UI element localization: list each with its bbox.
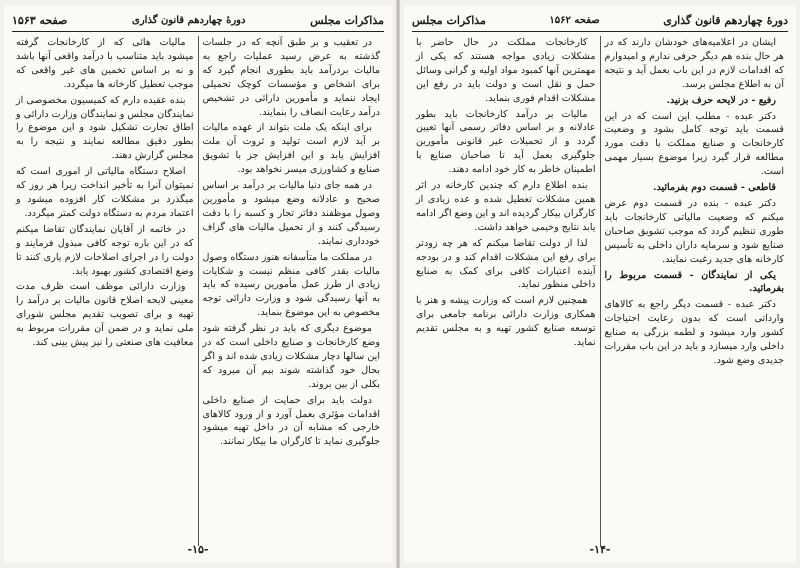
paragraph: دکتر عبده - قسمت دیگر راجع به کالاهای وارداتی است که بدون رعایت احتیاجات کشور وارد میشود و لطمه بزرگی به صنایع داخلی وارد میسازد و باید در این باب مقررات جدیدی وضع شود. xyxy=(604,299,784,366)
right-page-folio: -۱۴- xyxy=(589,543,611,556)
left-page-right-column xyxy=(199,36,385,546)
left-header-title: دورهٔ چهاردهم قانون گذاری xyxy=(132,14,246,26)
left-page-header xyxy=(12,12,384,32)
paragraph: در مملکت ما متأسفانه هنوز دستگاه وصول مالیات بقدر کافی منظم نیست و شکایات زیادی از طرز عمل مأمورین رسیده که باید به آنها رسیدگی شود و وزارت دارائی توجه مخصوص به این موضوع بنماید. xyxy=(202,251,380,319)
paragraph: مالیات هائی که از کارخانجات گرفته میشود باید متناسب با درآمد واقعی آنها باشد و نه بر اساس تخمین های غیر واقعی که موجب تعطیل کارخانه ها میگردد. xyxy=(16,37,194,90)
paragraph: در همه جای دنیا مالیات بر درآمد بر اساس صحیح و عادلانه وضع میشود و مأمورین وصول موظفند دفاتر تجار و کسبه را با دقت رسیدگی کنند و از تحمیل مالیات های گزاف خودداری نمایند. xyxy=(202,180,380,247)
paragraph: بنده اطلاع دارم که چندین کارخانه در اثر همین مشکلات تعطیل شده و عده زیادی از کارگران بیکار گردیده اند و این وضع اگر ادامه یابد نتایج وخیمی خواهد داشت. xyxy=(416,180,596,233)
left-page xyxy=(4,6,392,562)
left-header-section: مذاکرات مجلس xyxy=(310,13,384,27)
right-page-left-column xyxy=(412,36,601,546)
speaker-line: رفیع - در لایحه حرف بزنید. xyxy=(666,94,776,106)
paragraph: همچنین لازم است که وزارت پیشه و هنر با همکاری وزارت دارائی برنامه جامعی برای توسعه صنایع کشور تهیه و به مجلس تقدیم نماید. xyxy=(416,295,596,349)
left-page-left-column xyxy=(12,36,199,546)
left-header-page-number: صفحه ۱۵۶۳ xyxy=(12,13,68,27)
paragraph: لذا از دولت تقاضا میکنم که هر چه زودتر برای رفع این مشکلات اقدام کند و در بودجه آینده اعتبارات کافی برای کمک به صنایع داخلی منظور نماید. xyxy=(416,237,596,291)
paragraph: کارخانجات مملکت در حال حاضر با مشکلات زیادی مواجه هستند که یکی از مهمترین آنها کمبود مواد اولیه و گرانی وسائل حمل و نقل است و دولت باید در رفع این مشکلات اقدام فوری بنماید. xyxy=(416,37,596,104)
paragraph: موضوع دیگری که باید در نظر گرفته شود وضع کارخانجات و صنایع داخلی است که در این سالها دچار مشکلات زیادی شده اند و اگر بحال خود گذاشته شوند بیم آن میرود که بکلی از بین بروند. xyxy=(202,323,380,390)
paragraph: در خاتمه از آقایان نمایندگان تقاضا میکنم که در این باره توجه کافی مبذول فرمایند و دولت را در اجرای اصلاحات لازم یاری کنند تا وضع اقتصادی کشور بهبود یابد. xyxy=(16,223,194,277)
right-header-page-number: صفحه ۱۵۶۲ xyxy=(549,14,600,26)
speaker-line: قاطعی - قسمت دوم بفرمائید. xyxy=(653,182,776,194)
left-page-columns xyxy=(12,36,384,546)
paragraph: دکتر عبده - مطلب این است که در این قسمت باید توجه کامل بشود و وضعیت کارخانجات و صنایع مملکت با دقت مورد مطالعه قرار گیرد زیرا موضوع بسیار مهمی است. xyxy=(604,110,784,178)
book-gutter xyxy=(396,0,400,568)
speaker-line: یکی از نمایندگان - قسمت مربوط را بفرمائید. xyxy=(604,269,784,295)
paragraph: وزارت دارائی موظف است ظرف مدت معینی لایحه اصلاح قانون مالیات بر درآمد را تهیه و برای تصویب تقدیم مجلس شورای ملی نماید و در ضمن آن مقررات مربوط به معافیت های صنعتی را نیز پیش بینی کند. xyxy=(16,281,194,349)
paragraph: برای اینکه یک ملت بتواند از عهده مالیات بر آید لازم است تولید و ثروت آن ملت افزایش یابد و این افزایش جز با تشویق صنایع و کشاورزی میسر نخواهد بود. xyxy=(202,122,380,176)
right-page-header xyxy=(412,12,788,32)
paragraph: دولت باید برای حمایت از صنایع داخلی اقدامات مؤثری بعمل آورد و از ورود کالاهای خارجی که مشابه آن در داخل تهیه میشود جلوگیری نماید تا کارگران ما بیکار نمانند. xyxy=(202,394,380,448)
right-page xyxy=(404,6,796,562)
paragraph: در تعقیب و بر طبق آنچه که در جلسات گذشته به عرض رسید عملیات راجع به مالیات بردرآمد باید بطوری انجام گیرد که برای اشخاص و مؤسسات کوچک تحمیلی ایجاد ننماید و مأمورین دارائی در تشخیص درآمد رعایت انصاف را بنمایند. xyxy=(202,37,380,118)
right-page-columns xyxy=(412,36,788,546)
left-page-folio: -۱۵- xyxy=(187,543,209,556)
paragraph: دکتر عبده - بنده در قسمت دوم عرض میکنم که وضعیت مالیاتی کارخانجات باید طوری تنظیم گردد که موجب تشویق صاحبان صنایع شود و سرمایه داران داخلی به تأسیس کارخانه های جدید رغبت نمایند. xyxy=(604,197,784,265)
paragraph: مالیات بر درآمد کارخانجات باید بطور عادلانه و بر اساس دفاتر رسمی آنها تعیین گردد و از تحمیلات غیر قانونی مأمورین جلوگیری بعمل آید تا صاحبان صنایع با اطمینان خاطر به کار خود ادامه دهند. xyxy=(416,108,596,176)
paragraph: بنده عقیده دارم که کمیسیون مخصوصی از نمایندگان مجلس و نمایندگان وزارت دارائی و اطاق تجارت تشکیل شود و این موضوع را بطور دقیق مطالعه نمایند و نتیجه را به مجلس گزارش دهند. xyxy=(16,94,194,162)
paragraph: ایشان در اعلامیه‌های خودشان دارند که در هر حال بنده هم دیگر حرفی ندارم و امیدوارم که اقدامات لازم در این باب بعمل آید و نتیجه آن به اطلاع مجلس برسد. xyxy=(604,37,784,90)
right-page-right-column xyxy=(601,36,789,546)
right-header-title: دورهٔ چهاردهم قانون گذاری xyxy=(663,13,788,27)
paragraph: اصلاح دستگاه مالیاتی از اموری است که نمیتوان آنرا به تأخیر انداخت زیرا هر روز که میگذرد بر مشکلات کار افزوده میشود و اعتماد مردم به دستگاه دولت کمتر میگردد. xyxy=(16,166,194,219)
right-header-section: مذاکرات مجلس xyxy=(412,13,486,27)
